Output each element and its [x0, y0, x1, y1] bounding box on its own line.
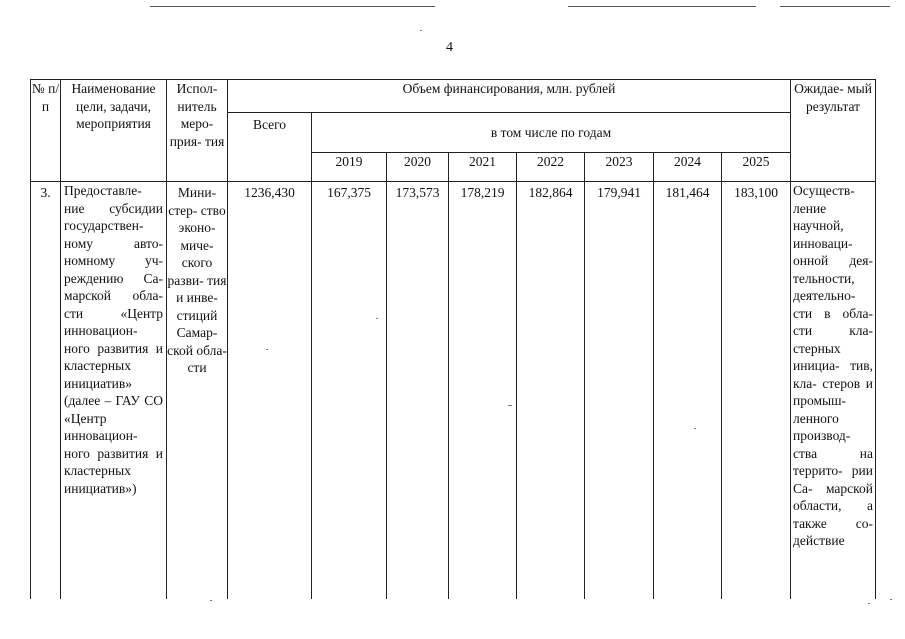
scan-speck — [890, 599, 892, 600]
scan-speck — [210, 600, 212, 601]
row-value-2019: 167,375 — [312, 182, 387, 600]
scan-speck — [694, 428, 696, 429]
header-total: Всего — [228, 113, 312, 182]
year-2022: 2022 — [517, 153, 585, 182]
row-executor: Мини- стер- ство эконо- миче- ского разви- тия и инве- стиций Самар- ской обла- сти — [167, 182, 228, 600]
row-name: Предоставле- ние субсидии государствен- ному авто- номному уч- реждению Са- марской обла- сти «Центр инновацион- ного развития и кластерных инициатив» (далее – ГАУ СО «Центр инновацион- ного развития и кластерных инициатив») — [61, 182, 167, 600]
row-value-2021: 178,219 — [449, 182, 517, 600]
header-num: № п/п — [31, 80, 61, 182]
row-value-2023: 179,941 — [585, 182, 654, 600]
row-result: Осуществ- ление научной, инноваци- онной дея- тельности, деятельно- сти в обла- сти кла- стерных инициа- тив, кла- стеров и промыш- ленного производ- ства на террито- рии Са- марской области, а также со- действие — [791, 182, 876, 600]
year-2021: 2021 — [449, 153, 517, 182]
header-executor: Испол- нитель меро- прия- тия — [167, 80, 228, 182]
scan-speck — [376, 318, 378, 319]
header-result: Ожидае- мый результат — [791, 80, 876, 182]
scan-speck — [266, 349, 268, 350]
page-number: 4 — [446, 40, 453, 55]
row-total: 1236,430 — [228, 182, 312, 600]
year-2019: 2019 — [312, 153, 387, 182]
row-value-2024: 181,464 — [654, 182, 722, 600]
scan-speck — [508, 405, 512, 406]
row-num: 3. — [31, 182, 61, 600]
top-rule-right — [568, 6, 756, 7]
row-value-2022: 182,864 — [517, 182, 585, 600]
row-value-2025: 183,100 — [722, 182, 791, 600]
year-2023: 2023 — [585, 153, 654, 182]
top-rule-left — [150, 6, 435, 7]
financing-table — [30, 79, 876, 599]
row-value-2020: 173,573 — [387, 182, 449, 600]
header-by-years: в том числе по годам — [312, 113, 791, 153]
scan-speck — [420, 30, 422, 31]
year-2020: 2020 — [387, 153, 449, 182]
year-2025: 2025 — [722, 153, 791, 182]
table-row — [31, 182, 876, 600]
header-financing: Объем финансирования, млн. рублей — [228, 80, 791, 113]
year-2024: 2024 — [654, 153, 722, 182]
header-name: Наименование цели, задачи, мероприятия — [61, 80, 167, 182]
scan-speck — [868, 603, 870, 604]
top-rule-edge — [780, 6, 890, 7]
